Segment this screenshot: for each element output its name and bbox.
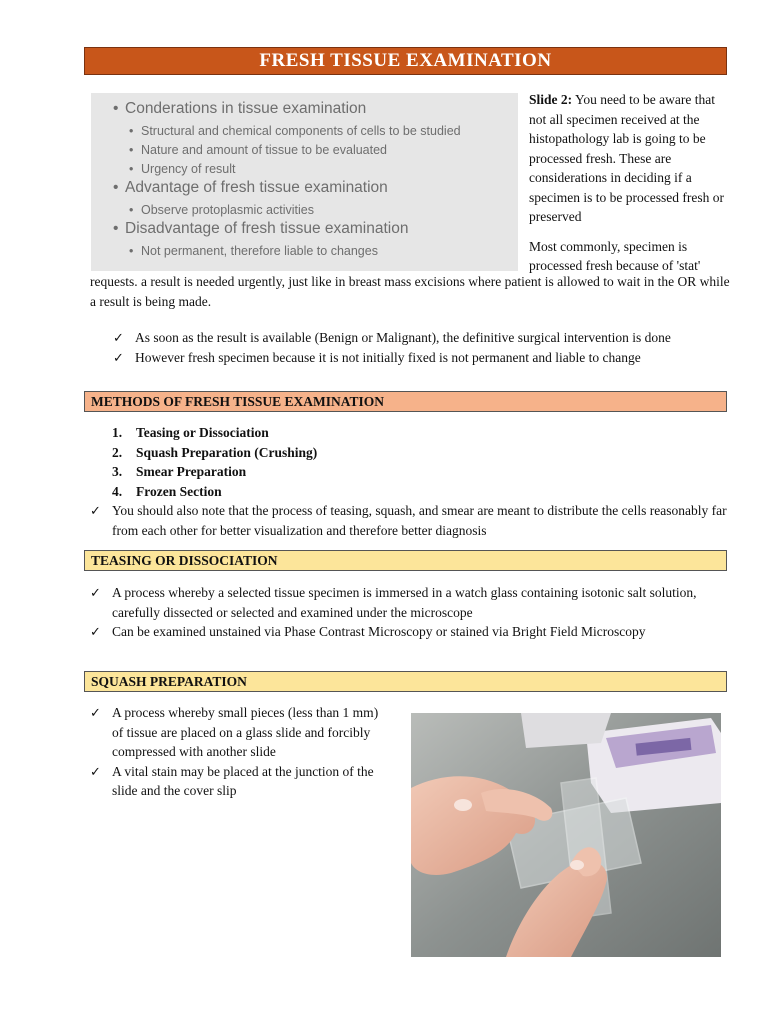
squash-heading: SQUASH PREPARATION bbox=[84, 671, 727, 692]
slide-subbullet: • Not permanent, therefore liable to changes bbox=[129, 244, 378, 258]
list-item: ✓ As soon as the result is available (Benign or Malignant), the definitive surgical intervention is done bbox=[110, 328, 730, 348]
intro-continuation bbox=[90, 272, 730, 367]
check-mark-icon: ✓ bbox=[90, 585, 101, 600]
list-item: ✓ A process whereby small pieces (less than 1 mm) of tissue are placed on a glass slide and forcibly compressed with another slide bbox=[90, 705, 379, 759]
bullet-dot-icon: • bbox=[129, 124, 134, 138]
bullet-dot-icon: • bbox=[113, 220, 119, 237]
slide-notes bbox=[529, 90, 725, 286]
methods-note-list bbox=[87, 501, 727, 540]
list-item: ✓ A vital stain may be placed at the junction of the slide and the cover slip bbox=[90, 763, 374, 798]
stat-paragraph-cont: requests. a result is needed urgently, just like in breast mass excisions where patient is allowed to wait in the OR while a result is being made. bbox=[90, 274, 730, 309]
slide-subbullet: • Urgency of result bbox=[129, 162, 236, 176]
intro-check-list bbox=[110, 328, 730, 367]
squash-check-list bbox=[87, 703, 387, 801]
stat-paragraph-start: Most commonly, specimen is processed fresh because of 'stat' bbox=[529, 238, 701, 273]
list-item: ✓ However fresh specimen because it is not initially fixed is not permanent and liable to change bbox=[110, 348, 730, 368]
squash-preparation-photo bbox=[411, 713, 721, 957]
teasing-heading: TEASING OR DISSOCIATION bbox=[84, 550, 727, 571]
photo-illustration bbox=[411, 713, 721, 957]
list-item: ✓ You should also note that the process of teasing, squash, and smear are meant to distribute the cells reasonably far from each other for better visualization and therefore better diagnosis bbox=[90, 503, 727, 538]
slide-bullet: • Conderations in tissue examination bbox=[113, 100, 367, 117]
page-title: FRESH TISSUE EXAMINATION bbox=[84, 47, 727, 75]
list-item: 4. Frozen Section bbox=[112, 483, 222, 499]
slide-bullet: • Disadvantage of fresh tissue examination bbox=[113, 220, 409, 237]
list-item: 3. Smear Preparation bbox=[112, 464, 247, 479]
slide-subbullet: • Structural and chemical components of cells to be studied bbox=[129, 124, 461, 138]
teasing-check-list bbox=[87, 583, 727, 642]
check-mark-icon: ✓ bbox=[113, 349, 124, 365]
bullet-dot-icon: • bbox=[129, 244, 134, 258]
check-mark-icon: ✓ bbox=[90, 503, 101, 518]
bullet-dot-icon: • bbox=[113, 179, 119, 196]
bullet-dot-icon: • bbox=[113, 100, 119, 117]
slide-bullet: • Advantage of fresh tissue examination bbox=[113, 179, 388, 196]
slide-subbullet: • Observe protoplasmic activities bbox=[129, 203, 314, 217]
check-mark-icon: ✓ bbox=[113, 330, 124, 345]
list-item: ✓ A process whereby a selected tissue specimen is immersed in a watch glass containing isotonic salt solution, carefully dissected or selected and examined under the microscope bbox=[90, 585, 697, 620]
list-item: 1. Teasing or Dissociation bbox=[112, 425, 269, 440]
slide-note-paragraph: Slide 2: You need to be aware that not all specimen received at the histopathology lab is going to be processed fresh. These are considerations in deciding if a specimen is to be processed fresh or preserved bbox=[529, 92, 724, 224]
methods-heading: METHODS OF FRESH TISSUE EXAMINATION bbox=[84, 391, 727, 412]
bullet-dot-icon: • bbox=[129, 203, 134, 217]
check-mark-icon: ✓ bbox=[90, 624, 101, 639]
check-mark-icon: ✓ bbox=[90, 705, 101, 720]
list-item: ✓ Can be examined unstained via Phase Contrast Microscopy or stained via Bright Field Microscopy bbox=[87, 622, 727, 642]
slide-label: Slide 2: bbox=[529, 92, 573, 107]
methods-list bbox=[112, 423, 317, 501]
bullet-dot-icon: • bbox=[129, 162, 134, 176]
slide-image bbox=[91, 93, 518, 271]
check-mark-icon: ✓ bbox=[90, 763, 101, 779]
list-item: 2. Squash Preparation (Crushing) bbox=[112, 444, 318, 460]
bullet-dot-icon: • bbox=[129, 143, 134, 157]
slide-subbullet: • Nature and amount of tissue to be evaluated bbox=[129, 143, 387, 157]
